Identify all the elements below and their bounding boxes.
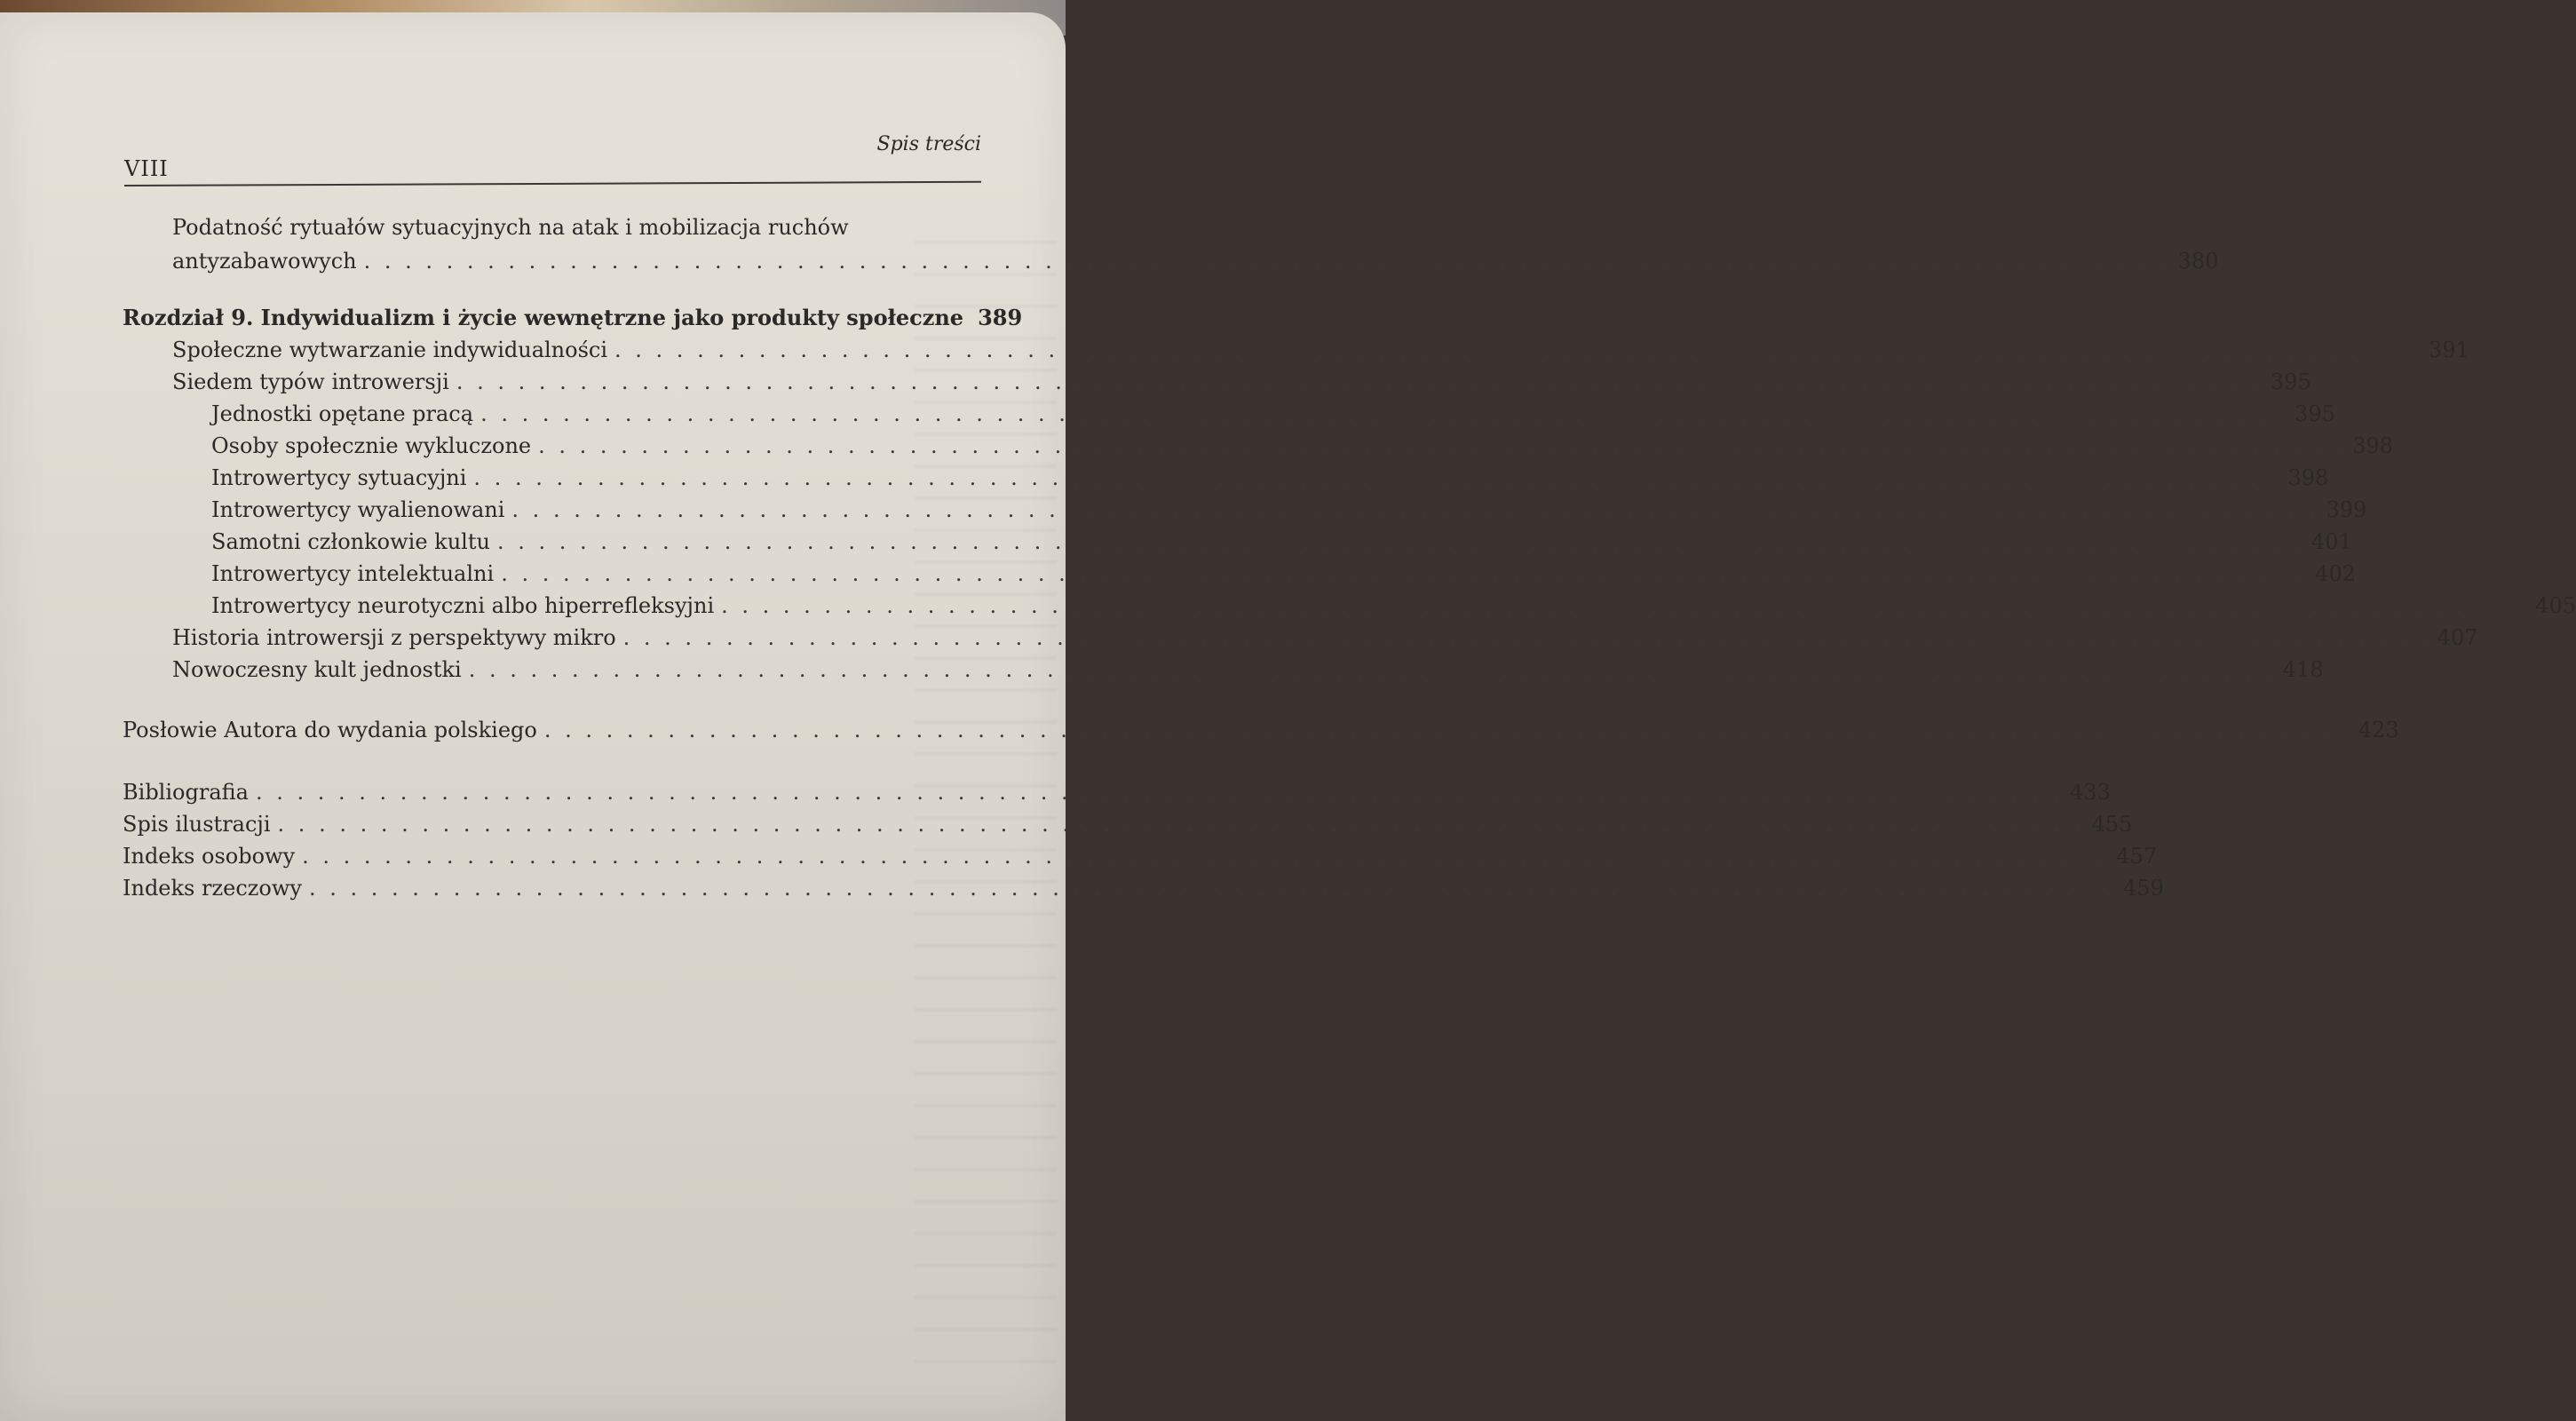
- running-title: Spis treści: [876, 133, 981, 155]
- toc-page-number: 433: [2070, 780, 2111, 805]
- toc-entry-label: Siedem typów introwersji: [172, 369, 449, 394]
- toc-page-number: 405: [2535, 593, 2576, 618]
- toc-entry-label: Introwertycy wyalienowani: [211, 497, 505, 522]
- page-folio: VIII: [124, 156, 169, 181]
- toc-entry-label: Nowoczesny kult jednostki: [172, 657, 462, 682]
- toc-page-number: 391: [2429, 337, 2469, 362]
- toc-entry-label: Historia introwersji z perspektywy mikro: [172, 625, 616, 650]
- dot-leader: [278, 808, 2085, 840]
- dot-leader: [456, 366, 2263, 398]
- table-of-contents: [123, 206, 2576, 904]
- toc-subentry: [123, 494, 2367, 526]
- toc-entry-label: Introwertycy intelektualni: [211, 561, 495, 586]
- toc-entry-label: Samotni członkowie kultu: [211, 529, 490, 554]
- toc-entry: [123, 334, 2469, 366]
- toc-subentry: [123, 462, 2329, 494]
- toc-entry-label: Społeczne wytwarzanie indywidualności: [172, 337, 608, 362]
- dot-leader: [501, 558, 2308, 590]
- dot-leader: [469, 654, 2276, 686]
- toc-subentry: [123, 590, 2576, 622]
- dot-leader: [623, 622, 2430, 654]
- toc-entry-continued: [123, 245, 2219, 277]
- toc-entry-label: Osoby społecznie wykluczone: [211, 433, 532, 458]
- toc-entry-label: Indeks osobowy: [123, 844, 296, 869]
- toc-entry-label: Bibliografia: [123, 780, 249, 805]
- toc-entry-label: Jednostki opętane pracą: [211, 401, 474, 426]
- toc-back-matter: [123, 776, 2111, 808]
- toc-page-number: 398: [2287, 465, 2329, 490]
- toc-page-number: 402: [2315, 561, 2357, 586]
- toc-entry: [123, 622, 2478, 654]
- toc-subentry: [123, 526, 2352, 558]
- toc-chapter-heading: [123, 302, 1023, 334]
- toc-page-number: 399: [2326, 497, 2367, 522]
- dot-leader: [614, 334, 2421, 366]
- dot-leader: [497, 526, 2304, 558]
- toc-page-number: 395: [2270, 369, 2311, 394]
- dot-leader: [511, 494, 2318, 526]
- toc-page-number: 398: [2352, 433, 2394, 458]
- page-header: [124, 133, 981, 187]
- toc-subentry: [123, 430, 2394, 462]
- toc-entry: [123, 654, 2324, 686]
- toc-page-number: 395: [2295, 401, 2335, 426]
- toc-back-matter: [123, 808, 2133, 840]
- dot-leader: [538, 430, 2345, 462]
- toc-page-number: 457: [2116, 844, 2157, 869]
- toc-entry-label: Spis ilustracji: [123, 812, 271, 837]
- toc-entry: [123, 366, 2311, 398]
- toc-back-matter: [123, 872, 2164, 904]
- toc-page-number: 380: [2177, 249, 2219, 274]
- header-rule: [124, 181, 981, 187]
- toc-entry-label: Introwertycy sytuacyjni: [211, 465, 467, 490]
- dot-leader: [544, 714, 2351, 746]
- toc-entry-label: Posłowie Autora do wydania polskiego: [123, 718, 537, 742]
- toc-entry-label: Rozdział 9. Indywidualizm i życie wewnętrzne jako produkty społeczne: [123, 305, 964, 330]
- toc-subentry: [123, 558, 2357, 590]
- toc-page-number: 401: [2311, 529, 2352, 554]
- toc-page-number: 423: [2358, 718, 2399, 742]
- toc-back-matter: [123, 840, 2157, 872]
- toc-page-number: 389: [978, 305, 1023, 330]
- dot-leader: [364, 245, 2171, 277]
- toc-page-number: 455: [2091, 812, 2133, 837]
- toc-entry-label: antyzabawowych: [172, 249, 357, 274]
- dot-leader: [309, 872, 2116, 904]
- dot-leader: [721, 590, 2528, 622]
- dot-leader: [256, 776, 2063, 808]
- toc-subentry: [123, 398, 2335, 430]
- dot-leader: [473, 462, 2280, 494]
- toc-afterword: [123, 714, 2399, 746]
- dot-leader: [302, 840, 2109, 872]
- toc-entry-label: Indeks rzeczowy: [123, 876, 302, 901]
- toc-page-number: 407: [2437, 625, 2478, 650]
- dot-leader: [480, 398, 2287, 430]
- toc-entry-label: Introwertycy neurotyczni albo hiperrefleksyjni: [211, 593, 715, 618]
- toc-page-number: 418: [2282, 657, 2324, 682]
- toc-page-number: 459: [2123, 876, 2164, 901]
- toc-entry-continued-line1: Podatność rytuałów sytuacyjnych na atak i mobilizacja ruchów: [172, 215, 849, 240]
